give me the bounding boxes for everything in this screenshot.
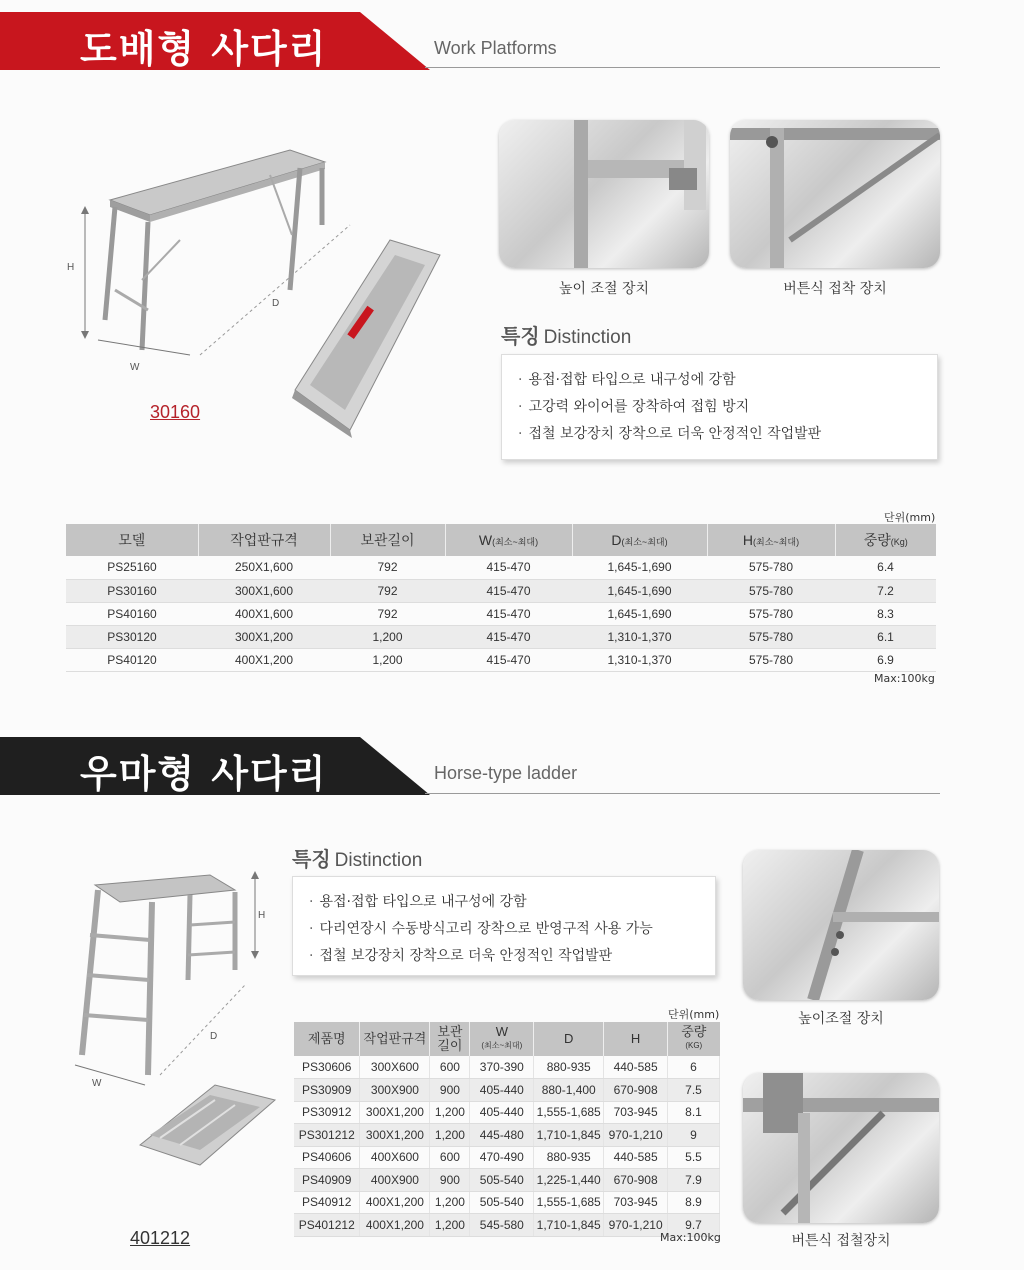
section1-model-number: 30160	[150, 402, 201, 422]
button-lock-photo	[730, 120, 940, 268]
table-row: PS40909 400X900 900 505-540 1,225-1,440 670-908 7.9	[294, 1169, 720, 1192]
section2-distinction-box	[292, 876, 716, 976]
height-adjuster-photo	[499, 120, 709, 268]
th-w: W (최소~최대)	[470, 1022, 534, 1056]
section2-model-number: 401212	[130, 1228, 191, 1248]
th-storage-length: 보관길이	[330, 524, 445, 556]
height-adjuster-caption-2: 높이조절 장치	[798, 1011, 884, 1027]
button-fold-photo	[743, 1073, 939, 1223]
th-model: 모델	[66, 524, 198, 556]
th-storage-length: 보관 길이	[430, 1022, 470, 1056]
section1-spec-table	[66, 524, 936, 672]
table-row: PS40160 400X1,600 792 415-470 1,645-1,690 575-780 8.3	[66, 602, 936, 625]
distinction-item: · 용접·접합 타입으로 내구성에 강함	[309, 889, 699, 916]
section1-rule	[425, 67, 940, 68]
dim-w-label: W	[130, 362, 140, 373]
section1-unit: 단위(mm)	[884, 511, 936, 524]
distinction-title-ko: 특징	[292, 847, 331, 871]
button-lock-caption: 버튼식 접착 장치	[783, 281, 887, 297]
dim-d-label: D	[210, 1031, 218, 1042]
table-row: PS401212 400X1,200 1,200 545-580 1,710-1,845 970-1,210 9.7	[294, 1214, 720, 1237]
section1-distinction-title	[501, 320, 631, 349]
th-d: D(최소~최대)	[572, 524, 707, 556]
th-product: 제품명	[294, 1022, 360, 1056]
horse-ladder-illustration	[60, 860, 290, 1200]
table-row: PS30909 300X900 900 405-440 880-1,400 670-908 7.5	[294, 1079, 720, 1102]
th-w: W(최소~최대)	[445, 524, 572, 556]
distinction-item: · 용접·접합 타입으로 내구성에 강함	[518, 367, 921, 394]
th-h: H	[604, 1022, 668, 1056]
th-board-size: 작업판규격	[360, 1022, 430, 1056]
dim-h-label: H	[258, 910, 266, 921]
th-d: D	[534, 1022, 604, 1056]
section2-max-load: Max:100kg	[660, 1231, 721, 1244]
distinction-title-ko: 특징	[501, 324, 540, 348]
section1-subtitle: Work Platforms	[434, 38, 557, 58]
dim-d-label: D	[272, 298, 280, 309]
section2-spec-table	[294, 1022, 720, 1237]
section2-subtitle: Horse-type ladder	[434, 763, 578, 783]
section2-rule	[425, 793, 940, 794]
dim-w-label: W	[92, 1078, 102, 1089]
dim-h-label: H	[67, 262, 75, 273]
height-adjuster-photo-2	[743, 850, 939, 1000]
distinction-item: · 접철 보강장치 장착으로 더욱 안정적인 작업발판	[309, 943, 699, 970]
distinction-item: · 접철 보강장치 장착으로 더욱 안정적인 작업발판	[518, 421, 921, 448]
section1-max-load: Max:100kg	[874, 672, 935, 685]
table-row: PS30606 300X600 600 370-390 880-935 440-585 6	[294, 1056, 720, 1079]
table-header-row	[66, 524, 936, 556]
button-fold-caption: 버튼식 접철장치	[791, 1233, 891, 1249]
height-adjuster-caption: 높이 조절 장치	[558, 281, 650, 297]
section2-title: 우마형 사다리	[80, 752, 328, 796]
distinction-title-en: Distinction	[334, 850, 423, 871]
work-platform-illustration	[60, 140, 460, 440]
th-h: H(최소~최대)	[707, 524, 835, 556]
th-weight: 중량(Kg)	[835, 524, 936, 556]
distinction-item: · 고강력 와이어를 장착하여 접힘 방지	[518, 394, 921, 421]
table-row: PS40912 400X1,200 1,200 505-540 1,555-1,685 703-945 8.9	[294, 1191, 720, 1214]
th-weight: 중량 (KG)	[668, 1022, 720, 1056]
section2-unit: 단위(mm)	[668, 1008, 720, 1021]
table-row: PS30160 300X1,600 792 415-470 1,645-1,690 575-780 7.2	[66, 579, 936, 602]
section1-distinction-box	[501, 354, 938, 460]
table-row: PS301212 300X1,200 1,200 445-480 1,710-1,845 970-1,210 9	[294, 1124, 720, 1147]
table-row: PS30120 300X1,200 1,200 415-470 1,310-1,370 575-780 6.1	[66, 625, 936, 648]
table-row: PS40120 400X1,200 1,200 415-470 1,310-1,370 575-780 6.9	[66, 648, 936, 671]
section1-title: 도배형 사다리	[80, 27, 328, 71]
table-row: PS40606 400X600 600 470-490 880-935 440-585 5.5	[294, 1146, 720, 1169]
section2-distinction-title	[292, 843, 422, 872]
th-board-size: 작업판규격	[198, 524, 330, 556]
table-row: PS30912 300X1,200 1,200 405-440 1,555-1,685 703-945 8.1	[294, 1101, 720, 1124]
distinction-title-en: Distinction	[543, 327, 632, 348]
table-header-row	[294, 1022, 720, 1056]
distinction-item: · 다리연장시 수동방식고리 장착으로 반영구적 사용 가능	[309, 916, 699, 943]
table-row: PS25160 250X1,600 792 415-470 1,645-1,690 575-780 6.4	[66, 556, 936, 579]
